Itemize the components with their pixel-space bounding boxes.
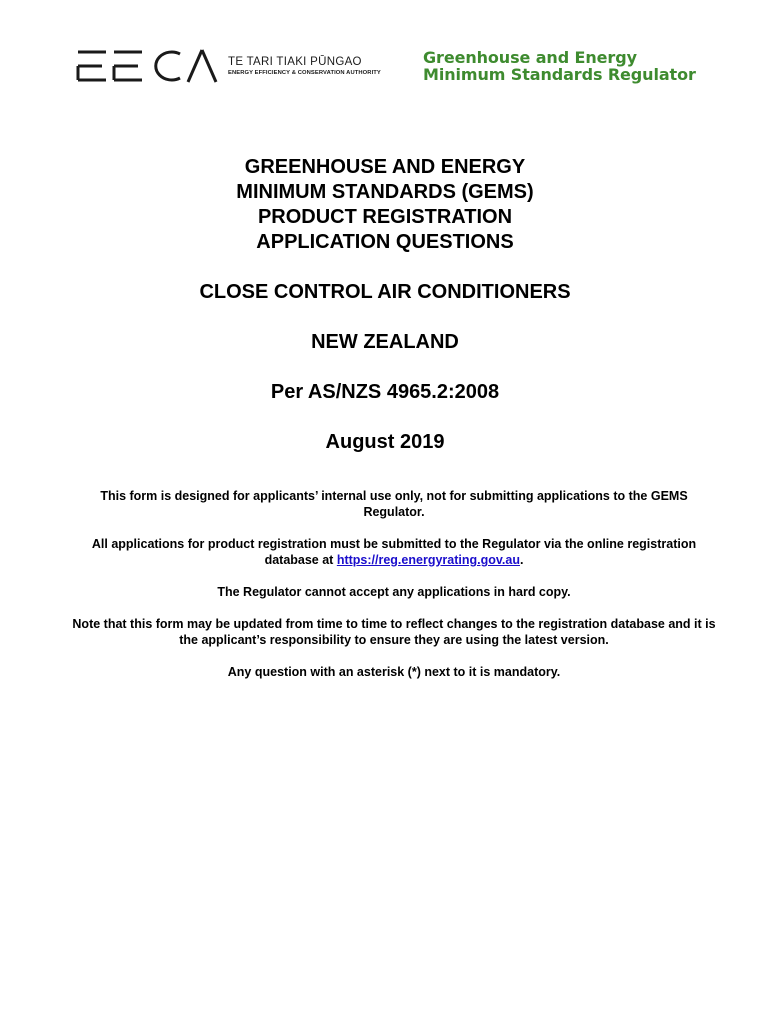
eeca-subtitle: ENERGY EFFICIENCY & CONSERVATION AUTHORITY — [228, 69, 381, 76]
notes-section — [70, 488, 718, 696]
note-mandatory: Any question with an asterisk (*) next to it is mandatory. — [227, 665, 561, 679]
document-title-block — [0, 155, 770, 455]
note-internal-use: This form is designed for applicants’ internal use only, not for submitting applications to the GEMS Regulator. — [100, 489, 688, 519]
gems-regulator-logo — [423, 49, 696, 83]
note-online-prefix: All applications for product registration must be submitted to the Regulator via the online registration database at — [91, 537, 697, 567]
gems-logo-line-2: Minimum Standards Regulator — [423, 65, 696, 84]
country: NEW ZEALAND — [311, 331, 459, 353]
note-online-suffix: . — [519, 553, 524, 567]
eeca-maori-name: TE TARI TIAKI PŪNGAO — [228, 55, 362, 68]
page-header — [0, 40, 770, 100]
standard-reference: Per AS/NZS 4965.2:2008 — [270, 381, 500, 403]
document-date: August 2019 — [325, 431, 445, 453]
eeca-logo-text — [228, 56, 381, 77]
title-line-1: GREENHOUSE AND ENERGY — [244, 156, 526, 178]
eeca-logo-graphic — [76, 46, 218, 86]
note-online-submission — [70, 536, 718, 568]
title-line-3: PRODUCT REGISTRATION — [257, 206, 513, 228]
gems-logo-line-1: Greenhouse and Energy — [423, 48, 637, 67]
product-category: CLOSE CONTROL AIR CONDITIONERS — [199, 281, 571, 303]
document-title — [0, 155, 770, 255]
registration-database-link[interactable]: https://reg.energyrating.gov.au — [336, 553, 520, 567]
note-updates: Note that this form may be updated from time to time to reflect changes to the registration database and it is the applicant’s responsibility to ensure they are using the latest version. — [72, 617, 716, 647]
note-hard-copy: The Regulator cannot accept any applications in hard copy. — [217, 585, 571, 599]
eeca-logo — [76, 46, 381, 86]
title-line-4: APPLICATION QUESTIONS — [256, 231, 514, 253]
eeca-logo-mark — [76, 46, 218, 86]
title-line-2: MINIMUM STANDARDS (GEMS) — [236, 181, 534, 203]
